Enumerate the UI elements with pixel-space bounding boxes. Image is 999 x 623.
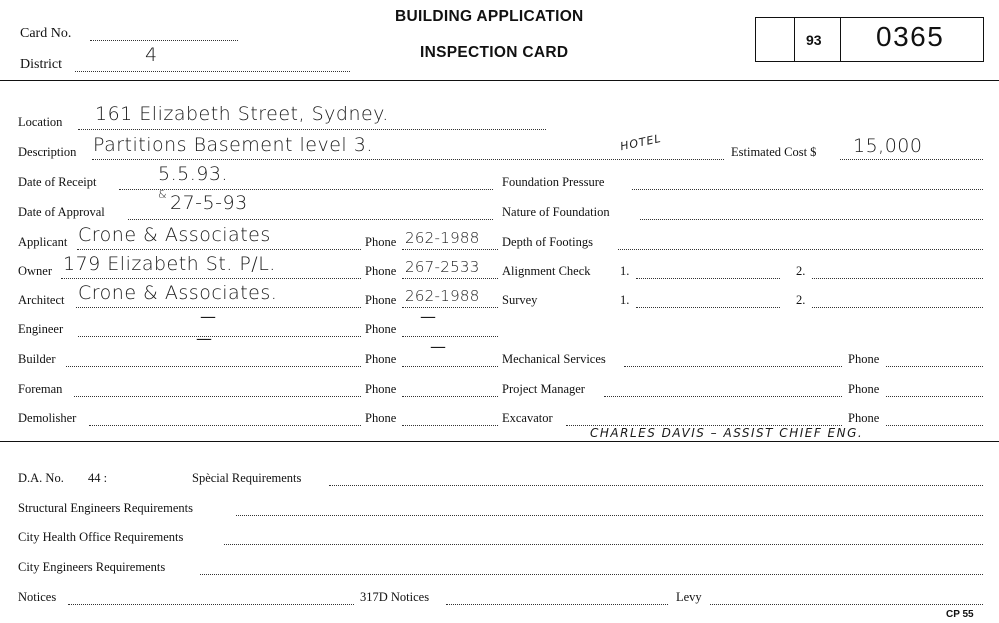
date-approval-label: Date of Approval <box>18 205 105 219</box>
alignment-item-2: 2. <box>796 264 806 278</box>
foreman-label: Foreman <box>18 382 63 396</box>
architect-phone-value: 262-1988 <box>405 287 480 305</box>
date-approval-field <box>128 219 493 220</box>
header-rule <box>0 80 999 81</box>
excavator-label: Excavator <box>502 411 553 425</box>
architect-phone-field <box>402 307 498 308</box>
form-code: CP 55 <box>946 609 974 620</box>
date-approval-value: 27-5-93 <box>170 192 248 214</box>
builder-phone-value: — <box>430 337 446 356</box>
alignment-item-1: 1. <box>620 264 630 278</box>
depth-of-footings-label: Depth of Footings <box>502 235 593 249</box>
engineer-field <box>78 336 361 337</box>
alignment-field-1 <box>636 278 780 279</box>
date-receipt-field <box>119 189 493 190</box>
description-value: Partitions Basement level 3. <box>93 134 373 156</box>
applicant-label: Applicant <box>18 235 68 249</box>
district-value: 4 <box>145 44 158 66</box>
card-no-field <box>90 40 238 41</box>
architect-value: Crone & Associates. <box>78 282 278 304</box>
survey-field-2 <box>812 307 983 308</box>
special-requirements-label: Spècial Requirements <box>192 471 302 485</box>
applicant-value: Crone & Associates <box>78 224 271 246</box>
builder-value: — <box>196 329 212 348</box>
excavator-phone-label: Phone <box>848 411 880 425</box>
district-label: District <box>20 57 62 72</box>
engineer-phone-label: Phone <box>365 322 397 336</box>
project-manager-phone-label: Phone <box>848 382 880 396</box>
estimated-cost-label: Estimated Cost $ <box>731 145 817 159</box>
excavator-phone-field <box>886 425 983 426</box>
estimated-cost-field <box>840 159 983 160</box>
description-note: HOTEL <box>619 131 663 154</box>
builder-field <box>66 366 361 367</box>
notices-317d-field <box>446 604 668 605</box>
notices-317d-label: 317D Notices <box>360 590 430 604</box>
builder-phone-field <box>402 366 498 367</box>
district-field <box>75 71 350 72</box>
survey-field-1 <box>636 307 780 308</box>
nature-of-foundation-field <box>640 219 983 220</box>
applicant-phone-field <box>402 249 498 250</box>
applicant-field <box>77 249 361 250</box>
section-rule <box>0 441 999 442</box>
location-value: 161 Elizabeth Street, Sydney. <box>95 103 389 125</box>
box-number: 0365 <box>876 21 945 52</box>
date-receipt-label: Date of Receipt <box>18 175 97 189</box>
levy-field <box>710 604 983 605</box>
survey-label: Survey <box>502 293 538 307</box>
box-divider-2 <box>840 18 841 61</box>
card-no-label: Card No. <box>20 26 72 41</box>
handwritten-note: CHARLES DAVIS – ASSIST CHIEF ENG. <box>590 426 864 440</box>
project-manager-label: Project Manager <box>502 382 585 396</box>
survey-item-2: 2. <box>796 293 806 307</box>
demolisher-label: Demolisher <box>18 411 77 425</box>
engineer-label: Engineer <box>18 322 64 336</box>
engineer-value: — <box>200 307 216 326</box>
builder-label: Builder <box>18 352 56 366</box>
structural-requirements-label: Structural Engineers Requirements <box>18 501 193 515</box>
mechanical-phone-field <box>886 366 983 367</box>
foreman-field <box>74 396 361 397</box>
box-divider-1 <box>794 18 795 61</box>
da-no-label: D.A. No. <box>18 471 64 485</box>
project-manager-field <box>604 396 842 397</box>
city-engineers-field <box>200 574 983 575</box>
owner-field <box>61 278 361 279</box>
architect-label: Architect <box>18 293 65 307</box>
owner-value: 179 Elizabeth St. P/L. <box>63 253 276 275</box>
location-label: Location <box>18 115 63 129</box>
date-approval-mark: & <box>158 188 168 201</box>
levy-label: Levy <box>676 590 702 604</box>
owner-phone-label: Phone <box>365 264 397 278</box>
nature-of-foundation-label: Nature of Foundation <box>502 205 610 219</box>
city-engineers-label: City Engineers Requirements <box>18 560 166 574</box>
project-manager-phone-field <box>886 396 983 397</box>
depth-of-footings-field <box>618 249 983 250</box>
architect-phone-label: Phone <box>365 293 397 307</box>
mechanical-services-field <box>624 366 842 367</box>
da-no-value: 44 : <box>88 471 108 485</box>
demolisher-phone-field <box>402 425 498 426</box>
description-label: Description <box>18 145 77 159</box>
architect-field <box>76 307 361 308</box>
title-line1: BUILDING APPLICATION <box>395 8 584 25</box>
foreman-phone-label: Phone <box>365 382 397 396</box>
mechanical-phone-label: Phone <box>848 352 880 366</box>
engineer-phone-value: — <box>420 307 436 326</box>
notices-field <box>68 604 354 605</box>
demolisher-phone-label: Phone <box>365 411 397 425</box>
box-year: 93 <box>806 32 822 48</box>
estimated-cost-value: 15,000 <box>853 135 923 157</box>
mechanical-services-label: Mechanical Services <box>502 352 606 366</box>
location-field <box>78 129 546 130</box>
owner-phone-value: 267-2533 <box>405 258 480 276</box>
applicant-phone-label: Phone <box>365 235 397 249</box>
notices-label: Notices <box>18 590 57 604</box>
description-field <box>92 159 724 160</box>
demolisher-field <box>89 425 361 426</box>
applicant-phone-value: 262-1988 <box>405 229 480 247</box>
owner-label: Owner <box>18 264 53 278</box>
date-receipt-value: 5.5.93. <box>158 163 228 185</box>
foundation-pressure-label: Foundation Pressure <box>502 175 605 189</box>
survey-item-1: 1. <box>620 293 630 307</box>
card-number-box <box>755 17 984 62</box>
structural-requirements-field <box>236 515 983 516</box>
foreman-phone-field <box>402 396 498 397</box>
alignment-check-label: Alignment Check <box>502 264 591 278</box>
engineer-phone-field <box>402 336 498 337</box>
special-requirements-field <box>329 485 983 486</box>
foundation-pressure-field <box>632 189 983 190</box>
owner-phone-field <box>402 278 498 279</box>
health-requirements-label: City Health Office Requirements <box>18 530 184 544</box>
builder-phone-label: Phone <box>365 352 397 366</box>
alignment-field-2 <box>812 278 983 279</box>
title-line2: INSPECTION CARD <box>420 44 569 61</box>
health-requirements-field <box>224 544 983 545</box>
